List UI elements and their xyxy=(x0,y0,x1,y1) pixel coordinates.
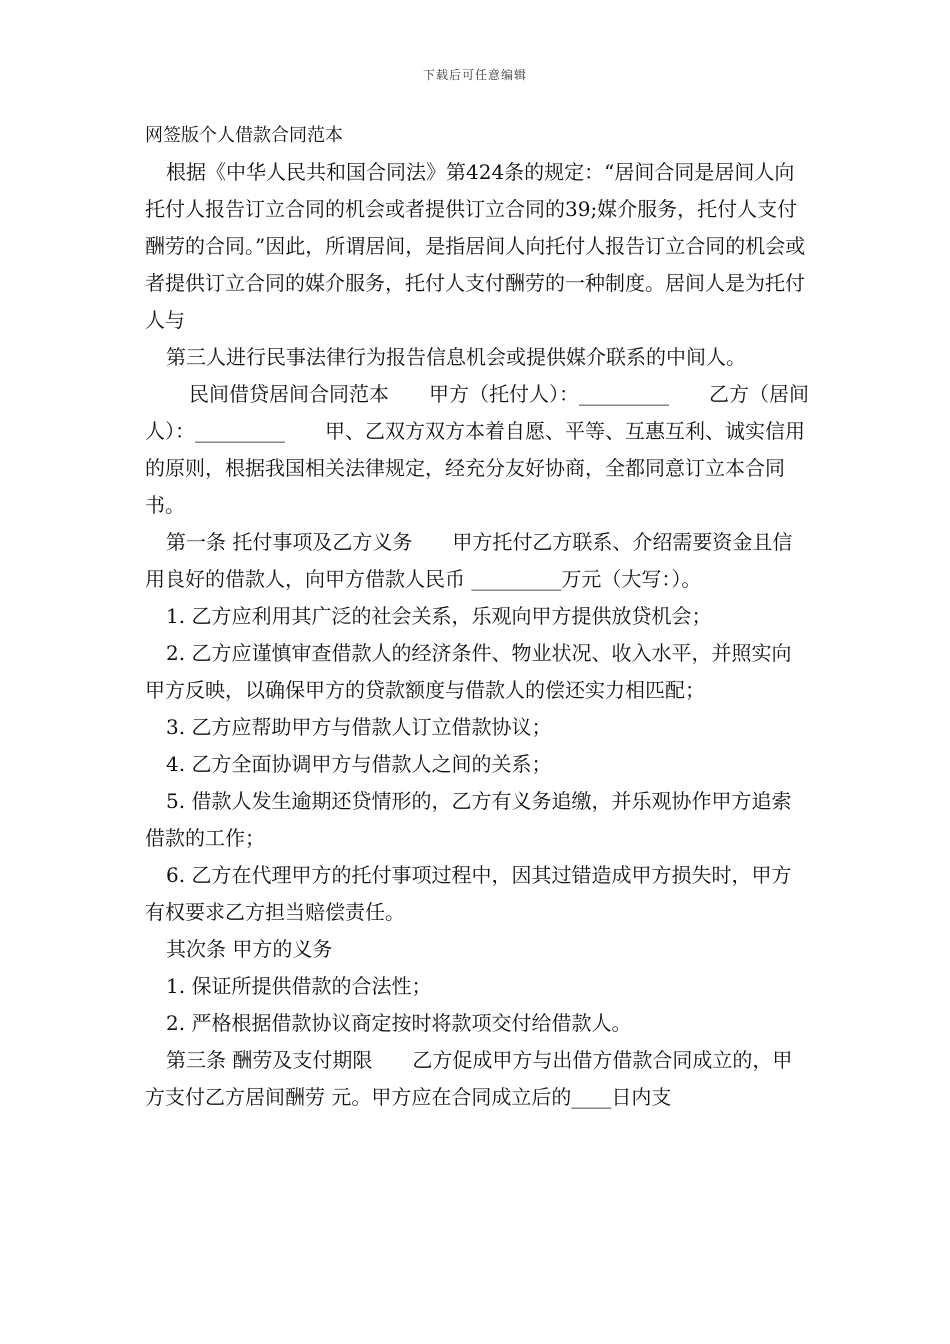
list-item: 1. 保证所提供借款的合法性； xyxy=(166,974,432,998)
document-body xyxy=(145,117,810,1116)
paragraph-article-1: 第一条 托付事项及乙方义务 甲方托付乙方联系、介绍需要资金且信用良好的借款人，向甲方借款人民币 _________万元（大写：）。 xyxy=(145,530,793,591)
list-item: 5. 借款人发生逾期还贷情形的，乙方有义务追缴，并乐观协作甲方追索借款的工作； xyxy=(145,789,792,850)
paragraph-intro: 根据《中华人民共和国合同法》第424条的规定：“居间合同是居间人向托付人报告订立合同的机会或者提供订立合同的39;媒介服务，托付人支付酬劳的合同。”因此，所谓居间，是指居间人向托付人报告订立合同的机会或者提供订立合同的媒介服务，托付人支付酬劳的一种制度。居间人是为托付人与 xyxy=(145,160,806,332)
list-item: 1. 乙方应利用其广泛的社会关系，乐观向甲方提供放贷机会； xyxy=(166,604,712,628)
paragraph-parties: 民间借贷居间合同范本 甲方（托付人）：_________ 乙方（居间人）：_________ 甲、乙双方双方本着自愿、平等、互惠互利、诚实信用的原则，根据我国相关法律规定，经充分友好协商，全都同意订立本合同书。 xyxy=(145,382,809,517)
document-title: 网签版个人借款合同范本 xyxy=(145,125,343,146)
list-item: 4. 乙方全面协调甲方与借款人之间的关系； xyxy=(166,752,552,776)
page-header: 下载后可任意编辑 xyxy=(422,68,527,82)
list-item: 3. 乙方应帮助甲方与借款人订立借款协议； xyxy=(166,715,552,739)
list-item: 2. 乙方应谨慎审查借款人的经济条件、物业状况、收入水平，并照实向甲方反映，以确保甲方的贷款额度与借款人的偿还实力相匹配； xyxy=(145,641,792,702)
list-item: 6. 乙方在代理甲方的托付事项过程中，因其过错造成甲方损失时，甲方有权要求乙方担当赔偿责任。 xyxy=(145,863,792,924)
paragraph-article-3: 第三条 酬劳及支付期限 乙方促成甲方与出借方借款合同成立的，甲方支付乙方居间酬劳 元。甲方应在合同成立后的____日内支 xyxy=(145,1048,793,1109)
list-item: 2. 严格根据借款协议商定按时将款项交付给借款人。 xyxy=(166,1011,632,1035)
paragraph-intermediary: 第三人进行民事法律行为报告信息机会或提供媒介联系的中间人。 xyxy=(166,345,746,369)
paragraph-article-2: 其次条 甲方的义务 xyxy=(166,937,333,961)
